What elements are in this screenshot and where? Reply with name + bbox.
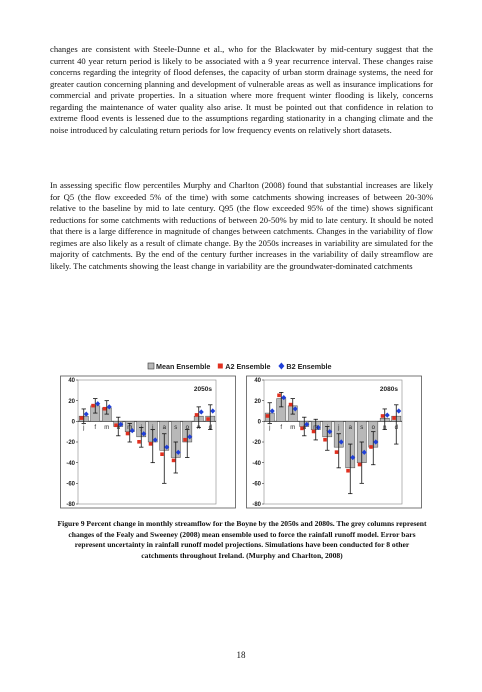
page-number: 18 bbox=[236, 650, 246, 660]
month-label: m bbox=[104, 424, 110, 431]
a2-ensemble-point bbox=[289, 403, 293, 407]
panel-title: 2080s bbox=[379, 386, 398, 393]
y-tick-label: -40 bbox=[66, 460, 75, 467]
month-label: m bbox=[127, 424, 133, 431]
y-tick-label: 0 bbox=[257, 419, 261, 426]
month-label: a bbox=[348, 424, 352, 431]
month-label: d bbox=[208, 424, 212, 431]
month-label: j bbox=[338, 424, 340, 431]
legend-swatch-b2-ensemble bbox=[278, 363, 284, 370]
a2-ensemble-point bbox=[266, 414, 270, 418]
a2-ensemble-point bbox=[206, 417, 210, 421]
y-tick-label: -60 bbox=[66, 481, 75, 488]
month-label: o bbox=[371, 424, 375, 431]
y-tick-label: -40 bbox=[252, 460, 261, 467]
y-tick-label: 0 bbox=[71, 419, 75, 426]
y-tick-label: -80 bbox=[252, 502, 261, 509]
y-tick-label: 40 bbox=[68, 378, 75, 385]
panel-title: 2050s bbox=[193, 386, 212, 393]
a2-ensemble-point bbox=[346, 469, 350, 473]
chart-2080s bbox=[247, 376, 422, 508]
a2-ensemble-point bbox=[172, 459, 176, 463]
month-label: j bbox=[326, 424, 328, 431]
chart-2050s bbox=[61, 376, 236, 508]
y-tick-label: -20 bbox=[66, 440, 75, 447]
a2-ensemble-point bbox=[137, 440, 141, 444]
a2-ensemble-point bbox=[126, 432, 130, 436]
month-label: a bbox=[116, 424, 120, 431]
month-label: m bbox=[313, 424, 319, 431]
month-label: j bbox=[140, 424, 142, 431]
a2-ensemble-point bbox=[149, 442, 153, 446]
plot-area bbox=[78, 380, 216, 504]
legend-swatch-mean-ensemble bbox=[148, 363, 154, 369]
figure-legend bbox=[148, 362, 332, 371]
month-label: a bbox=[162, 424, 166, 431]
month-label: s bbox=[174, 424, 178, 431]
month-label: s bbox=[360, 424, 364, 431]
body-paragraph-1: changes are consistent with Steele-Dunne et al., who for the Blackwater by mid-century suggest that the current 40 year return period is likely to be associated with a 9 year recurrence interval. These changes raise concerns regarding the integrity of flood defenses, the capacity of urban storm drainage systems, the need for greater caution concerning planning and development of vulnerable areas as well as insurance implications for commercial and private properties. In a situation where more frequent winter flooding is likely, concerns regarding the maintenance of water quality also arise. It must be pointed out that confidence in relation to extreme flood events is lessened due to the assumptions regarding stationarity in a changing climate and the noise introduced by calculating return periods for low frequency events on relatively short datasets. bbox=[50, 44, 433, 135]
legend-label-mean-ensemble: Mean Ensemble bbox=[156, 362, 211, 371]
a2-ensemble-point bbox=[369, 445, 373, 449]
a2-ensemble-point bbox=[358, 463, 362, 467]
body-paragraph-2: In assessing specific flow percentiles Murphy and Charlton (2008) found that substantial increases are likely for Q5 (the flow exceeded 5% of the time) with some catchments showing increases of between 20-30% relative to the baseline by mid to late century. Q95 (the flow exceeded 95% of the time) shows significant reductions for some catchments with reductions of between 20-50% by mid to late century. It should be noted that there is a large difference in magnitude of changes between catchments. Changes in the variability of flow regimes are also likely as a result of climate change. By the 2050s increases in variability are simulated for the majority of catchments. By the end of the century further increases in the variability of daily streamflow are likely. The catchments showing the least change in variability are the groundwater-dominated catchments bbox=[50, 180, 433, 271]
y-tick-label: 40 bbox=[254, 378, 261, 385]
y-tick-label: -20 bbox=[252, 440, 261, 447]
a2-ensemble-point bbox=[91, 404, 95, 408]
month-label: f bbox=[94, 424, 97, 431]
month-label: j bbox=[152, 424, 154, 431]
month-label: n bbox=[197, 424, 201, 431]
y-tick-label: -60 bbox=[252, 481, 261, 488]
a2-ensemble-point bbox=[323, 438, 327, 442]
legend-swatch-a2-ensemble bbox=[218, 364, 223, 369]
y-tick-label: -80 bbox=[66, 502, 75, 509]
a2-ensemble-point bbox=[195, 413, 199, 417]
a2-ensemble-point bbox=[103, 407, 107, 411]
month-label: d bbox=[394, 424, 398, 431]
a2-ensemble-point bbox=[183, 438, 187, 442]
month-label: f bbox=[280, 424, 283, 431]
a2-ensemble-point bbox=[335, 450, 339, 454]
month-label: o bbox=[185, 424, 189, 431]
month-label: n bbox=[383, 424, 387, 431]
legend-label-b2-ensemble: B2 Ensemble bbox=[286, 362, 332, 371]
legend-label-a2-ensemble: A2 Ensemble bbox=[225, 362, 271, 371]
a2-ensemble-point bbox=[381, 414, 385, 418]
a2-ensemble-point bbox=[160, 452, 164, 456]
a2-ensemble-point bbox=[80, 416, 84, 420]
a2-ensemble-point bbox=[392, 416, 396, 420]
month-label: j bbox=[269, 424, 271, 431]
month-label: m bbox=[290, 424, 296, 431]
y-tick-label: 20 bbox=[68, 398, 75, 405]
streamflow-figure bbox=[60, 360, 424, 520]
figure-caption: Figure 9 Percent change in monthly streamflow for the Boyne by the 2050s and 2080s. The grey columns represent changes of the Fealy and Sweeney (2008) mean ensemble used to force the rainfall runoff model. Error bars represent uncertainty in rainfall runoff model projections. Simulations have been conducted for 8 other catchments throughout Ireland. (Murphy and Charlton, 2008) bbox=[57, 519, 427, 560]
month-label: j bbox=[83, 424, 85, 431]
y-tick-label: 20 bbox=[254, 398, 261, 405]
a2-ensemble-point bbox=[277, 394, 281, 398]
month-label: a bbox=[302, 424, 306, 431]
